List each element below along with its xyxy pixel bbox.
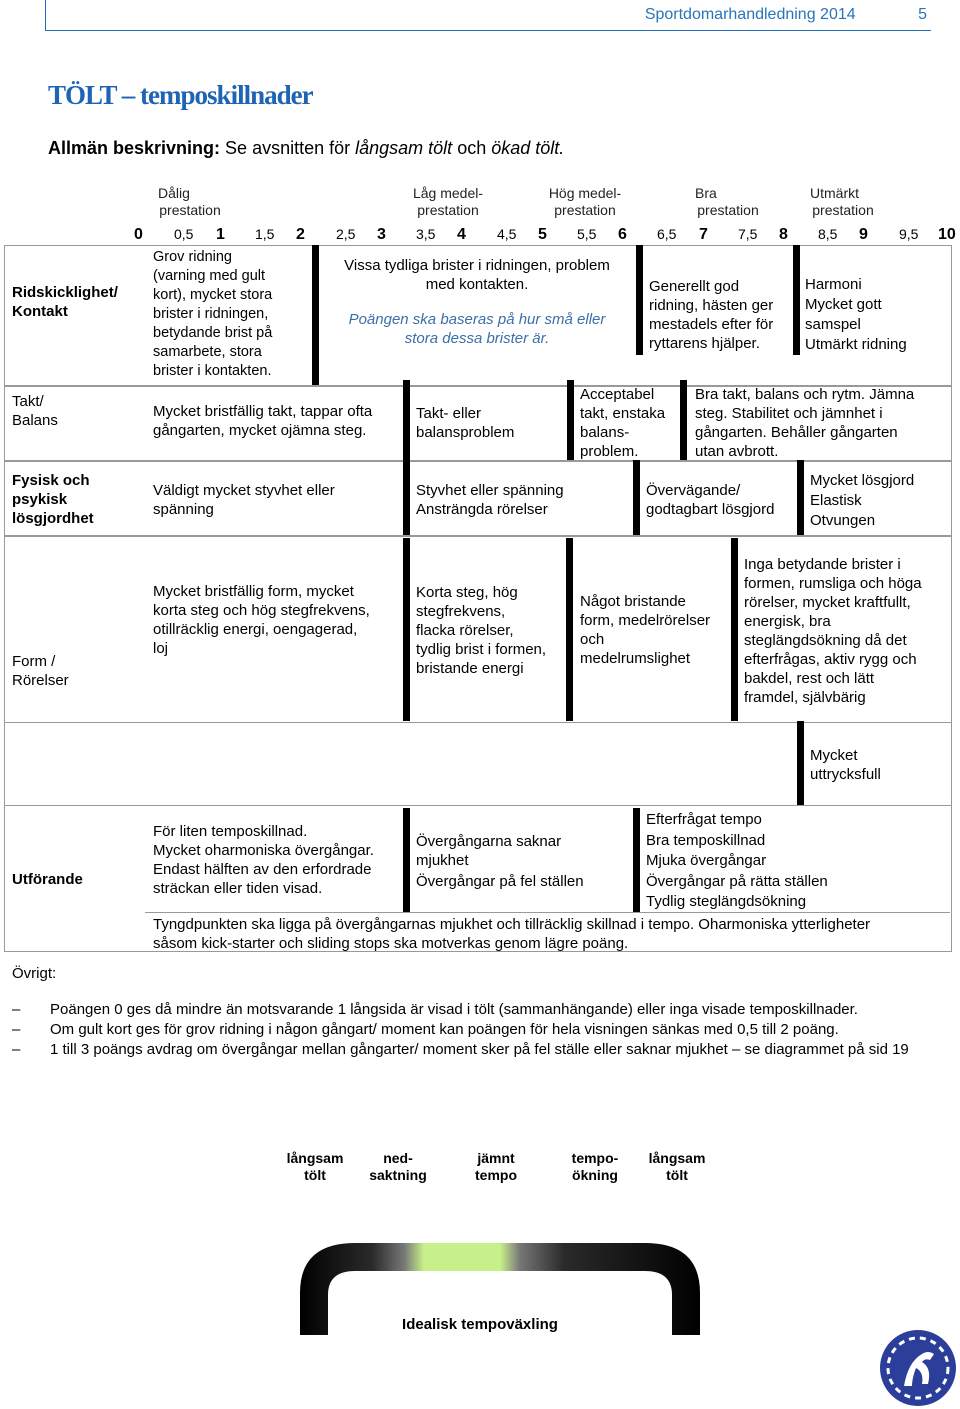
scale-tick: 2	[296, 226, 305, 243]
cell-line: såsom kick-starter och sliding stops ska motverkas genom lägre poäng.	[153, 935, 629, 952]
divider	[4, 805, 5, 950]
cell-line: Korta steg, hög	[416, 584, 518, 601]
cell-high	[580, 592, 710, 668]
cell-line: Mycket oharmoniska övergångar.	[153, 842, 374, 859]
cell-line: Mycket gott	[805, 296, 882, 313]
cell-line: kort), mycket stora	[153, 287, 273, 303]
cell-excellent	[810, 471, 914, 531]
diagram-label	[637, 1150, 717, 1184]
cell-line: sträckan eller tiden visad.	[153, 880, 323, 897]
cell-note: Poängen ska baseras på hur små eller	[348, 311, 606, 328]
cell-line: medelrumslighet	[580, 650, 691, 667]
cell-line: betydande brist på	[153, 325, 273, 341]
subtitle-text: och	[452, 138, 492, 158]
cell-line: Bra takt, balans och rytm. Jämna	[695, 386, 915, 403]
cell-poor	[153, 248, 272, 381]
divider	[312, 245, 319, 385]
page-title: TÖLT – temposkillnader	[48, 80, 313, 110]
cell-line: Otvungen	[810, 512, 876, 529]
cell-line: bristande energi	[416, 660, 524, 677]
cell-line: Övergångar på fel ställen	[416, 873, 584, 890]
cell-line: samarbete, stora	[153, 344, 262, 360]
cell-line: mestadels efter för	[649, 316, 774, 333]
cell-line: Inga betydande brister i	[744, 556, 901, 573]
scale-tick: 1,5	[255, 226, 275, 242]
divider	[636, 245, 643, 355]
diagram-text: långsam	[286, 1150, 344, 1166]
scale-tick: 2,5	[336, 226, 356, 242]
cell-line: brister i kontakten.	[153, 363, 272, 379]
cell-line: Väldigt mycket styvhet eller	[153, 482, 335, 499]
subtitle-em: långsam tölt	[355, 138, 453, 158]
scale-tick: 7	[699, 226, 708, 243]
category-takt	[12, 392, 58, 430]
cell-good	[646, 810, 828, 913]
cell-line: Tydlig steglängdsökning	[646, 893, 807, 910]
level-header-good	[688, 185, 768, 219]
diagram-text: tempo	[475, 1167, 517, 1183]
level-text: Utmärkt	[810, 185, 859, 201]
divider	[145, 912, 950, 913]
level-text: prestation	[554, 202, 616, 218]
cell-medium	[324, 256, 630, 348]
cell-line: Mycket	[810, 747, 858, 764]
cell-line: och	[580, 631, 605, 648]
scale-tick: 5,5	[577, 226, 597, 242]
divider	[680, 380, 687, 460]
cell-line: Bra temposkillnad	[646, 831, 766, 849]
category-utforande	[12, 870, 83, 889]
cell-line: Mycket bristfällig takt, tappar ofta	[153, 403, 373, 420]
category-fysisk	[12, 471, 94, 528]
cell-excellent	[810, 746, 881, 784]
cell-line: Harmoni	[805, 276, 862, 293]
cell-high	[580, 385, 665, 461]
divider	[566, 538, 573, 721]
cell-line: Övervägande/	[646, 482, 741, 499]
cell-low	[416, 832, 584, 891]
cell-line: framdel, självbärig	[744, 689, 866, 706]
divider	[793, 245, 800, 355]
cell-poor	[153, 822, 374, 898]
page-header	[645, 6, 927, 24]
dash-bullet: –	[12, 1001, 21, 1018]
scale-tick: 8,5	[818, 226, 838, 242]
cell-line: gångarten, mycket ojämna steg.	[153, 422, 367, 439]
category-label: Balans	[12, 412, 58, 429]
category-label: lösgjordhet	[12, 510, 94, 527]
level-text: Dålig	[158, 185, 190, 201]
cell-good	[695, 385, 914, 461]
category-label: Ridskicklighet/	[12, 284, 118, 301]
category-label: psykisk	[12, 491, 68, 508]
divider	[403, 460, 410, 535]
cell-line: ridning, hästen ger	[649, 297, 774, 314]
diagram-label	[358, 1150, 438, 1184]
category-label: Takt/	[12, 393, 44, 410]
cell-line: formen, rumsliga och höga	[744, 575, 922, 592]
cell-line: balansproblem	[416, 424, 515, 441]
scale-tick: 4,5	[497, 226, 517, 242]
federation-logo-icon	[878, 1328, 958, 1408]
diagram-text: saktning	[369, 1167, 427, 1183]
cell-line: godtagbart lösgjord	[646, 501, 775, 518]
header-title: Sportdomarhandledning 2014	[644, 6, 856, 23]
cell-line: (varning med gult	[153, 268, 266, 284]
cell-line: balans-	[580, 424, 630, 441]
diagram-text: jämnt	[477, 1150, 515, 1166]
level-header-excellent	[803, 185, 883, 219]
divider	[633, 460, 640, 535]
cell-line: problem.	[580, 443, 639, 460]
scale-tick: 1	[216, 226, 225, 243]
scale-tick: 4	[457, 226, 466, 243]
divider	[403, 380, 410, 460]
cell-line: Något bristande	[580, 593, 686, 610]
scale-tick: 5	[538, 226, 547, 243]
cell-line: mjukhet	[416, 852, 469, 869]
page-number: 5	[918, 6, 927, 23]
level-header-high	[545, 185, 625, 219]
cell-line: steg. Stabilitet och jämnhet i	[695, 405, 883, 422]
cell-poor	[153, 481, 335, 519]
diagram-text: tölt	[666, 1167, 688, 1183]
cell-line: stegfrekvens,	[416, 603, 506, 620]
dash-bullet: –	[12, 1041, 21, 1058]
cell-low	[416, 404, 514, 442]
category-label: Form /	[12, 653, 56, 670]
note-text: 1 till 3 poängs avdrag om övergångar mellan gångarter/ moment sker på fel ställe eller saknar mjukhet – se diagrammet på sid 19	[50, 1041, 909, 1058]
cell-line: korta steg och hög stegfrekvens,	[153, 602, 370, 619]
cell-line: brister i ridningen,	[153, 306, 269, 322]
cell-line: Mycket bristfällig form, mycket	[153, 583, 354, 600]
level-text: prestation	[812, 202, 874, 218]
subtitle-em: ökad tölt.	[491, 138, 565, 158]
level-text: prestation	[417, 202, 479, 218]
cell-note: stora dessa brister är.	[404, 330, 550, 347]
subtitle-lead: Allmän beskrivning:	[48, 138, 221, 158]
level-text: Bra	[695, 185, 717, 201]
scale-tick: 3,5	[416, 226, 436, 242]
cell-low	[416, 481, 564, 519]
cell-low	[416, 583, 546, 678]
note-text: Poängen 0 ges då mindre än motsvarande 1 långsida är visad i tölt (sammanhängande) eller inga visade temposkillnader.	[50, 1001, 858, 1018]
cell-line: form, medelrörelser	[580, 612, 711, 629]
divider	[731, 538, 738, 721]
notes-list	[12, 1000, 947, 1060]
category-label: Fysisk och	[12, 472, 90, 489]
diagram-label	[555, 1150, 635, 1184]
cell-line: Övergångarna saknar	[416, 833, 562, 850]
diagram-caption: Idealisk tempoväxling	[402, 1316, 558, 1333]
cell-line: takt, enstaka	[580, 405, 666, 422]
divider	[633, 808, 640, 912]
level-text: prestation	[697, 202, 759, 218]
level-header-poor	[150, 185, 230, 219]
scale-tick: 6,5	[657, 226, 677, 242]
scale-tick: 9	[859, 226, 868, 243]
cell-line: Mycket lösgjord	[810, 472, 915, 489]
cell-line: Endast hälften av den erfordrade	[153, 861, 372, 878]
diagram-label	[456, 1150, 536, 1184]
cell-line: med kontakten.	[425, 276, 529, 293]
subtitle	[48, 138, 564, 159]
cell-line: Generellt god	[649, 278, 740, 295]
level-text: prestation	[159, 202, 221, 218]
cell-line: spänning	[153, 501, 214, 518]
dash-bullet: –	[12, 1021, 21, 1038]
scale-tick: 3	[377, 226, 386, 243]
cell-line: Övergångar på rätta ställen	[646, 872, 828, 890]
scale-tick: 0	[134, 226, 143, 243]
cell-line: Acceptabel	[580, 386, 655, 403]
cell-line: loj	[153, 640, 169, 657]
diagram-text: ökning	[572, 1167, 618, 1183]
cell-line: samspel	[805, 316, 861, 333]
category-label: Rörelser	[12, 672, 69, 689]
scale-tick: 6	[618, 226, 627, 243]
diagram-text: ned-	[383, 1150, 413, 1166]
category-label: Kontakt	[12, 303, 68, 320]
scale-tick: 0,5	[174, 226, 194, 242]
diagram-text: tölt	[304, 1167, 326, 1183]
cell-line: ryttarens hjälper.	[649, 335, 760, 352]
cell-line: Vissa tydliga brister i ridningen, problem	[344, 257, 610, 274]
cell-good	[646, 481, 774, 519]
cell-line: uttrycksfull	[810, 766, 881, 783]
cell-line: energisk, bra	[744, 613, 831, 630]
list-item	[12, 1020, 947, 1040]
diagram-label	[275, 1150, 355, 1184]
cell-poor	[153, 402, 372, 440]
cell-line: Tyngdpunkten ska ligga på övergångarnas mjukhet och tillräcklig skillnad i tempo. Oharmoniska ytterligheter	[153, 916, 871, 933]
category-ridskicklighet	[12, 283, 118, 321]
category-form	[12, 652, 69, 690]
cell-line: rörelser, mycket kraftfullt,	[744, 594, 911, 611]
cell-poor	[153, 582, 370, 658]
cell-excellent	[805, 275, 907, 355]
cell-note-wide	[153, 915, 948, 953]
divider	[403, 808, 410, 912]
cell-line: Styvhet eller spänning	[416, 482, 564, 499]
diagram-text: tempo-	[571, 1150, 619, 1166]
cell-good	[649, 277, 773, 353]
divider	[567, 380, 574, 460]
cell-line: flacka rörelser,	[416, 622, 514, 639]
level-header-low	[408, 185, 488, 219]
cell-line: tydlig brist i formen,	[416, 641, 547, 658]
scale-tick: 10	[938, 226, 956, 243]
cell-line: Efterfrågat tempo	[646, 811, 762, 828]
cell-line: bakdel, rest och lätt	[744, 670, 875, 687]
list-item	[12, 1040, 947, 1060]
cell-line: steglängdsökning då det	[744, 632, 907, 649]
category-label: Utförande	[12, 871, 83, 888]
cell-good	[744, 555, 922, 707]
scale-tick: 9,5	[899, 226, 919, 242]
cell-line: För liten temposkillnad.	[153, 823, 308, 840]
cell-line: gångarten. Behåller gångarten	[695, 424, 898, 441]
cell-line: otillräcklig energi, oengagerad,	[153, 621, 358, 638]
cell-line: Utmärkt ridning	[805, 336, 907, 353]
divider	[797, 721, 804, 805]
cell-line: Grov ridning	[153, 249, 232, 265]
divider	[797, 460, 804, 535]
diagram-text: långsam	[648, 1150, 706, 1166]
scale-tick: 7,5	[738, 226, 758, 242]
cell-line: Ansträngda rörelser	[416, 501, 548, 518]
cell-line: utan avbrott.	[695, 443, 779, 460]
list-item	[12, 1000, 947, 1020]
ovrigt-label: Övrigt:	[12, 965, 57, 982]
note-text: Om gult kort ges för grov ridning i någon gångart/ moment kan poängen för hela visningen sänkas med 0,5 till 2 poäng.	[50, 1021, 839, 1038]
level-text: Hög medel-	[548, 185, 622, 201]
cell-line: Mjuka övergångar	[646, 852, 767, 869]
divider	[403, 538, 410, 721]
cell-line: efterfrågas, aktiv rygg och	[744, 651, 917, 668]
cell-line: Elastisk	[810, 492, 862, 509]
cell-line: Takt- eller	[416, 405, 482, 422]
subtitle-text: Se avsnitten för	[220, 138, 356, 158]
level-text: Låg medel-	[412, 185, 484, 201]
scale-tick: 8	[779, 226, 788, 243]
